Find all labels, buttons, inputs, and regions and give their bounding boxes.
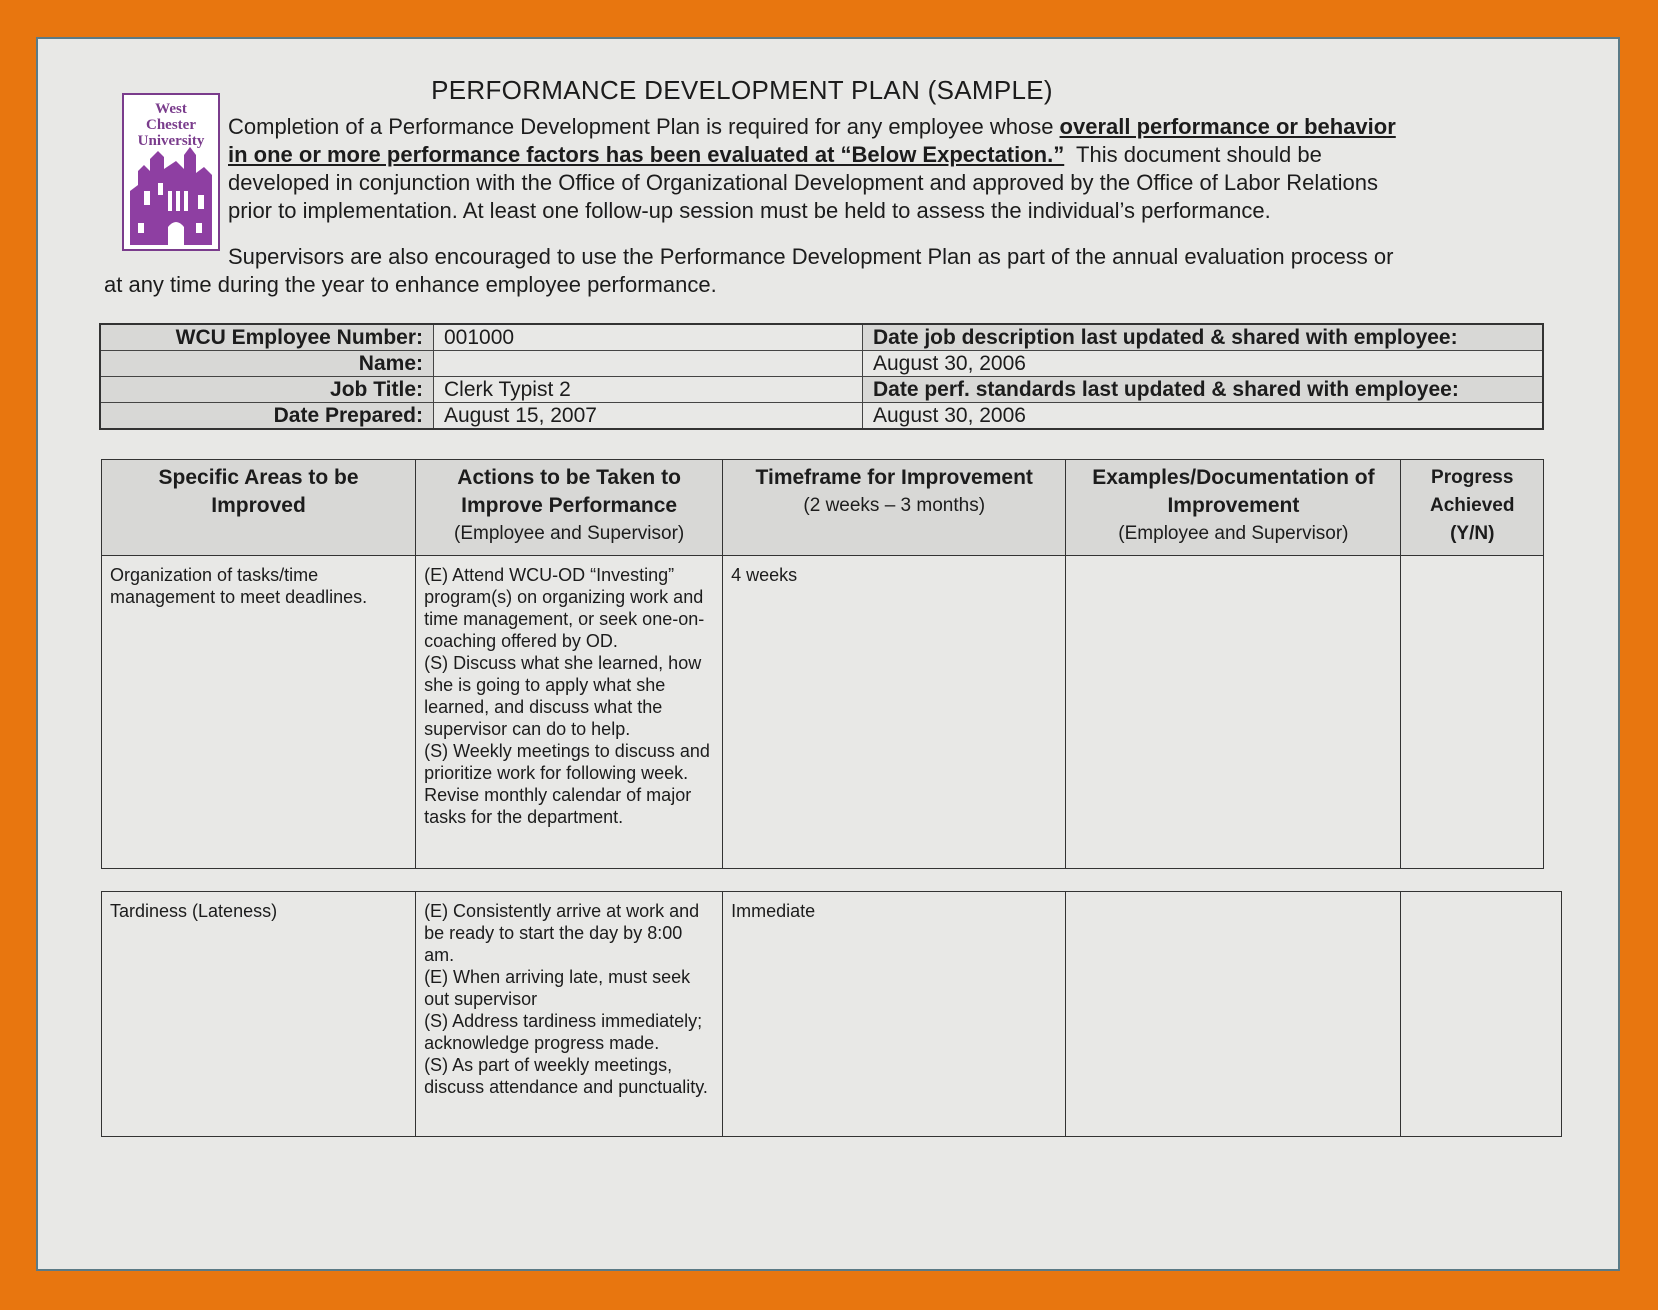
actions-cell xyxy=(416,892,723,1137)
job-description-date-value: August 30, 2006 xyxy=(863,351,1544,377)
info-row xyxy=(100,351,1543,377)
intro-line-2 xyxy=(228,141,1322,169)
action-item: (S) Weekly meetings to discuss and prioritize work for following week. Revise monthly calendar of major tasks for the department. xyxy=(424,741,710,827)
area-cell: Tardiness (Lateness) xyxy=(102,892,416,1137)
progress-cell xyxy=(1401,892,1562,1137)
examples-cell xyxy=(1066,556,1401,869)
svg-text:Chester: Chester xyxy=(146,117,196,133)
date-prepared-value: August 15, 2007 xyxy=(434,403,863,430)
svg-text:West: West xyxy=(155,101,187,117)
employee-info-table xyxy=(99,323,1544,430)
svg-text:University: University xyxy=(137,133,205,149)
employee-number-value: 001000 xyxy=(434,324,863,351)
employee-number-label: WCU Employee Number: xyxy=(100,324,434,351)
header-actions: Actions to be Taken to Improve Performance (Employee and Supervisor) xyxy=(416,460,723,556)
intro-line-1 xyxy=(228,113,1396,141)
timeframe-cell: 4 weeks xyxy=(723,556,1066,869)
intro-line-3: developed in conjunction with the Office of Organizational Development and approved by the Office of Labor Relations xyxy=(228,170,1379,195)
info-row xyxy=(100,324,1543,351)
performance-standards-date-label: Date perf. standards last updated & shared with employee: xyxy=(863,377,1544,403)
header-timeframe: Timeframe for Improvement (2 weeks – 3 months) xyxy=(723,460,1066,556)
info-row xyxy=(100,403,1543,430)
name-label: Name: xyxy=(100,351,434,377)
header-examples-sub: (Employee and Supervisor) xyxy=(1118,523,1349,544)
intro-line-4: prior to implementation. At least one follow-up session must be held to assess the individual’s performance. xyxy=(228,198,1271,223)
header-timeframe-sub: (2 weeks – 3 months) xyxy=(803,495,986,516)
intro-text: Completion of a Performance Development Plan is required for any employee whose xyxy=(228,114,1060,139)
job-title-value: Clerk Typist 2 xyxy=(434,377,863,403)
action-item: (S) As part of weekly meetings, discuss attendance and punctuality. xyxy=(424,1055,708,1097)
header-examples: Examples/Documentation of Improvement (Employee and Supervisor) xyxy=(1066,460,1401,556)
header-progress: Progress Achieved (Y/N) xyxy=(1401,460,1544,556)
intro-emphasis-1: overall performance or behavior xyxy=(1059,114,1396,139)
action-item: (E) Consistently arrive at work and be ready to start the day by 8:00 am. xyxy=(424,901,700,965)
table-row xyxy=(102,556,1544,869)
document-page xyxy=(36,37,1620,1271)
action-item: (E) When arriving late, must seek out supervisor xyxy=(424,967,691,1009)
action-item: (E) Attend WCU-OD “Investing” program(s) on organizing work and time management, or seek one-on-coaching offered by OD. xyxy=(424,565,705,651)
improvement-plan-table xyxy=(101,459,1544,869)
examples-cell xyxy=(1066,892,1401,1137)
name-value xyxy=(434,351,863,377)
table-row xyxy=(102,892,1562,1137)
supervisors-line-1: Supervisors are also encouraged to use the Performance Development Plan as part of the annual evaluation process or xyxy=(228,244,1394,269)
university-logo xyxy=(122,93,220,251)
page-title: PERFORMANCE DEVELOPMENT PLAN (SAMPLE) xyxy=(431,75,1053,105)
performance-standards-date-value: August 30, 2006 xyxy=(863,403,1544,430)
timeframe-cell: Immediate xyxy=(723,892,1066,1137)
plan-header-row xyxy=(102,460,1544,556)
job-description-date-label: Date job description last updated & shared with employee: xyxy=(863,324,1544,351)
intro-emphasis-2: in one or more performance factors has been evaluated at “Below Expectation.” xyxy=(228,142,1065,167)
progress-cell xyxy=(1401,556,1544,869)
header-specific-areas: Specific Areas to be Improved xyxy=(102,460,416,556)
action-item: (S) Discuss what she learned, how she is going to apply what she learned, and discuss what the supervisor can do to help. xyxy=(424,653,702,739)
header-actions-sub: (Employee and Supervisor) xyxy=(454,523,685,544)
date-prepared-label: Date Prepared: xyxy=(100,403,434,430)
job-title-label: Job Title: xyxy=(100,377,434,403)
supervisors-line-2: at any time during the year to enhance employee performance. xyxy=(104,272,717,297)
university-logo-image xyxy=(124,95,218,249)
actions-cell xyxy=(416,556,723,869)
area-cell: Organization of tasks/time management to meet deadlines. xyxy=(102,556,416,869)
intro-text-2: This document should be xyxy=(1064,142,1322,167)
info-row xyxy=(100,377,1543,403)
improvement-plan-table-continued xyxy=(101,891,1562,1137)
action-item: (S) Address tardiness immediately; acknowledge progress made. xyxy=(424,1011,703,1053)
